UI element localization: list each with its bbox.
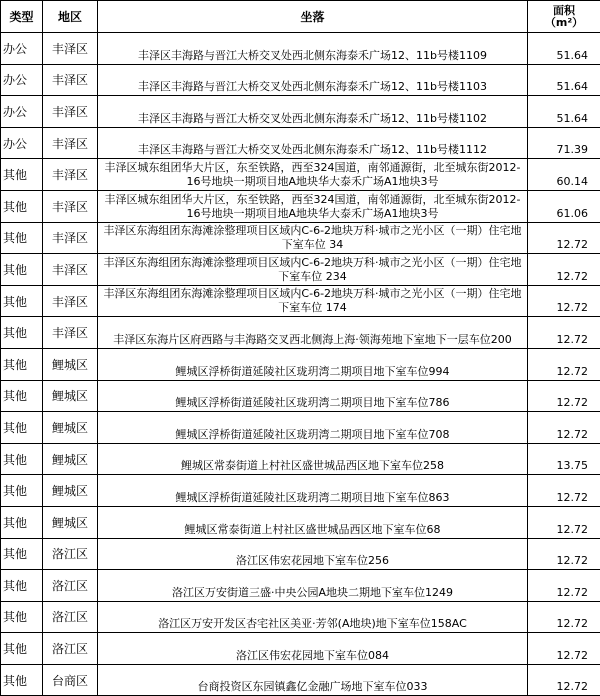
cell-type: 办公 xyxy=(1,127,43,159)
header-area-label: 面积 xyxy=(553,4,575,17)
cell-area: 12.72 xyxy=(528,348,600,380)
cell-type: 其他 xyxy=(1,254,43,286)
cell-area: 12.72 xyxy=(528,570,600,602)
cell-address: 丰泽区东海组团东海滩涂整理项目区域内C-6-2地块万科·城市之光小区（一期）住宅地下室车位 234 xyxy=(98,254,528,286)
cell-type: 其他 xyxy=(1,475,43,507)
cell-type: 其他 xyxy=(1,285,43,317)
cell-address: 丰泽区城东组团华大片区，东至铁路，西至324国道，南邻通源街，北至城东街2012-16号地块一期项目地A地块华大泰禾广场A1地块3号 xyxy=(98,159,528,191)
table-row xyxy=(1,475,600,507)
cell-address: 鲤城区浮桥街道延陵社区珑玥湾二期项目地下室车位994 xyxy=(98,348,528,380)
cell-address: 丰泽区城东组团华大片区，东至铁路，西至324国道，南邻通源街，北至城东街2012-16号地块一期项目地A地块华大泰禾广场A1地块3号 xyxy=(98,190,528,222)
cell-area: 12.72 xyxy=(528,317,600,349)
table-row xyxy=(1,443,600,475)
cell-district: 鲤城区 xyxy=(43,475,98,507)
cell-type: 办公 xyxy=(1,64,43,96)
cell-area: 12.72 xyxy=(528,633,600,665)
header-area xyxy=(528,1,600,33)
cell-type: 其他 xyxy=(1,601,43,633)
table-row xyxy=(1,380,600,412)
cell-type: 其他 xyxy=(1,317,43,349)
table-row xyxy=(1,190,600,222)
cell-area: 12.72 xyxy=(528,506,600,538)
cell-area: 13.75 xyxy=(528,443,600,475)
cell-area: 12.72 xyxy=(528,475,600,507)
cell-district: 丰泽区 xyxy=(43,96,98,128)
cell-district: 丰泽区 xyxy=(43,159,98,191)
table-row xyxy=(1,33,600,65)
cell-address: 丰泽区东海组团东海滩涂整理项目区域内C-6-2地块万科·城市之光小区（一期）住宅地下室车位 174 xyxy=(98,285,528,317)
cell-district: 洛江区 xyxy=(43,601,98,633)
table-row xyxy=(1,285,600,317)
table-row xyxy=(1,127,600,159)
cell-district: 丰泽区 xyxy=(43,33,98,65)
cell-area: 51.64 xyxy=(528,33,600,65)
cell-district: 洛江区 xyxy=(43,570,98,602)
cell-district: 丰泽区 xyxy=(43,190,98,222)
cell-district: 台商区 xyxy=(43,664,98,696)
cell-area: 12.72 xyxy=(528,285,600,317)
table-row xyxy=(1,254,600,286)
cell-district: 丰泽区 xyxy=(43,285,98,317)
cell-district: 鲤城区 xyxy=(43,412,98,444)
header-type: 类型 xyxy=(1,1,43,33)
cell-address: 丰泽区丰海路与晋江大桥交叉处西北侧东海泰禾广场12、11b号楼1109 xyxy=(98,33,528,65)
header-area-unit: （m²） xyxy=(545,16,583,29)
cell-district: 鲤城区 xyxy=(43,443,98,475)
cell-area: 12.72 xyxy=(528,380,600,412)
cell-type: 其他 xyxy=(1,633,43,665)
cell-area: 51.64 xyxy=(528,96,600,128)
cell-district: 鲤城区 xyxy=(43,506,98,538)
table-row xyxy=(1,570,600,602)
cell-type: 办公 xyxy=(1,33,43,65)
cell-address: 洛江区万安街道三盛·中央公园A地块二期地下室车位1249 xyxy=(98,570,528,602)
header-district: 地区 xyxy=(43,1,98,33)
cell-type: 其他 xyxy=(1,159,43,191)
cell-type: 其他 xyxy=(1,412,43,444)
cell-address: 鲤城区浮桥街道延陵社区珑玥湾二期项目地下室车位786 xyxy=(98,380,528,412)
cell-type: 其他 xyxy=(1,570,43,602)
cell-type: 其他 xyxy=(1,222,43,254)
table-row xyxy=(1,222,600,254)
header-address: 坐落 xyxy=(98,1,528,33)
cell-district: 丰泽区 xyxy=(43,317,98,349)
cell-district: 丰泽区 xyxy=(43,222,98,254)
cell-address: 鲤城区常泰街道上村社区盛世城品西区地下室车位258 xyxy=(98,443,528,475)
cell-address: 洛江区伟宏花园地下室车位084 xyxy=(98,633,528,665)
cell-district: 丰泽区 xyxy=(43,64,98,96)
table-row xyxy=(1,64,600,96)
cell-district: 鲤城区 xyxy=(43,380,98,412)
cell-address: 丰泽区东海片区府西路与丰海路交叉西北侧海上海·领海苑地下室地下一层车位200 xyxy=(98,317,528,349)
cell-type: 办公 xyxy=(1,96,43,128)
table-row xyxy=(1,159,600,191)
cell-address: 洛江区万安开发区杏宅社区美亚·芳邻(A地块)地下室车位158AC xyxy=(98,601,528,633)
table-row xyxy=(1,601,600,633)
table-header xyxy=(1,1,600,33)
cell-area: 61.06 xyxy=(528,190,600,222)
cell-address: 洛江区伟宏花园地下室车位256 xyxy=(98,538,528,570)
table-row xyxy=(1,664,600,696)
cell-type: 其他 xyxy=(1,443,43,475)
cell-address: 鲤城区常泰街道上村社区盛世城品西区地下室车位68 xyxy=(98,506,528,538)
cell-type: 其他 xyxy=(1,380,43,412)
cell-address: 鲤城区浮桥街道延陵社区珑玥湾二期项目地下室车位863 xyxy=(98,475,528,507)
cell-district: 洛江区 xyxy=(43,633,98,665)
cell-area: 12.72 xyxy=(528,664,600,696)
cell-area: 12.72 xyxy=(528,254,600,286)
cell-address: 丰泽区丰海路与晋江大桥交叉处西北侧东海泰禾广场12、11b号楼1112 xyxy=(98,127,528,159)
cell-district: 丰泽区 xyxy=(43,254,98,286)
table-body xyxy=(1,33,600,696)
cell-type: 其他 xyxy=(1,190,43,222)
cell-address: 丰泽区丰海路与晋江大桥交叉处西北侧东海泰禾广场12、11b号楼1102 xyxy=(98,96,528,128)
cell-address: 丰泽区东海组团东海滩涂整理项目区域内C-6-2地块万科·城市之光小区（一期）住宅地下室车位 34 xyxy=(98,222,528,254)
cell-area: 51.64 xyxy=(528,64,600,96)
table-row xyxy=(1,506,600,538)
cell-area: 12.72 xyxy=(528,222,600,254)
table-row xyxy=(1,633,600,665)
cell-type: 其他 xyxy=(1,538,43,570)
cell-area: 60.14 xyxy=(528,159,600,191)
cell-area: 71.39 xyxy=(528,127,600,159)
table-row xyxy=(1,96,600,128)
table-row xyxy=(1,538,600,570)
cell-area: 12.72 xyxy=(528,412,600,444)
cell-address: 丰泽区丰海路与晋江大桥交叉处西北侧东海泰禾广场12、11b号楼1103 xyxy=(98,64,528,96)
cell-area: 12.72 xyxy=(528,538,600,570)
cell-address: 台商投资区东园镇鑫亿金融广场地下室车位033 xyxy=(98,664,528,696)
cell-type: 其他 xyxy=(1,506,43,538)
table-row xyxy=(1,348,600,380)
cell-district: 鲤城区 xyxy=(43,348,98,380)
cell-type: 其他 xyxy=(1,348,43,380)
cell-district: 丰泽区 xyxy=(43,127,98,159)
cell-area: 12.72 xyxy=(528,601,600,633)
cell-address: 鲤城区浮桥街道延陵社区珑玥湾二期项目地下室车位708 xyxy=(98,412,528,444)
table-row xyxy=(1,412,600,444)
cell-district: 洛江区 xyxy=(43,538,98,570)
table-row xyxy=(1,317,600,349)
cell-type: 其他 xyxy=(1,664,43,696)
